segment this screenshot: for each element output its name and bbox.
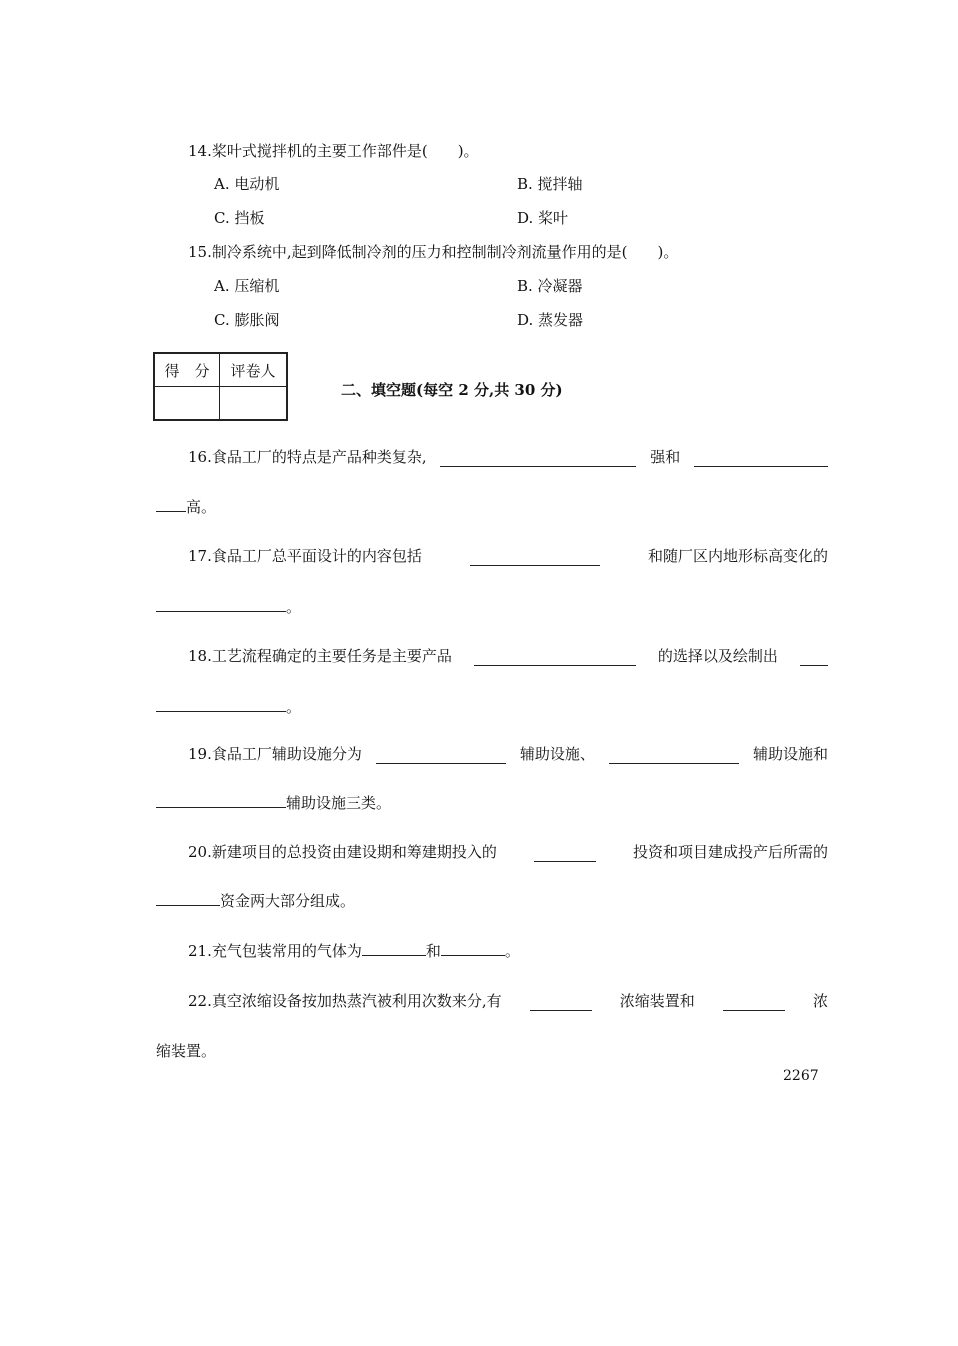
q22-text2: 浓缩装置和	[619, 992, 695, 1010]
q14-option-a: A. 电动机	[214, 175, 280, 193]
q17-text2: 和随厂区内地形标高变化的	[647, 547, 828, 565]
q18-blank3	[156, 697, 286, 712]
q17-blank2	[156, 597, 286, 612]
q16-text3: 高。	[186, 498, 217, 516]
q20-text3: 资金两大部分组成。	[220, 892, 356, 910]
q20-line1	[188, 842, 828, 862]
q18-text3: 。	[286, 698, 302, 716]
q21-blank2	[441, 941, 505, 956]
q22-line1	[188, 991, 828, 1011]
q15-option-a: A. 压缩机	[214, 277, 280, 295]
q19-text4: 辅助设施三类。	[286, 794, 392, 812]
q14-option-c: C. 挡板	[214, 209, 265, 227]
q16-blank2	[694, 452, 828, 467]
q16-blank1	[440, 452, 636, 467]
q21-line	[188, 941, 520, 961]
q22-text3: 浓	[812, 992, 828, 1010]
q14-option-d: D. 桨叶	[517, 209, 569, 227]
q16-line1	[188, 447, 828, 467]
q17-line1	[188, 546, 828, 566]
q21-blank1	[362, 941, 426, 956]
q19-line2	[156, 793, 391, 813]
q21-text2: 和	[425, 942, 441, 960]
q20-text1: 20.新建项目的总投资由建设期和筹建期投入的	[188, 843, 497, 861]
score-cell	[154, 387, 220, 421]
q16-text2: 强和	[650, 448, 681, 466]
q15-option-b: B. 冷凝器	[517, 277, 583, 295]
q20-blank1	[534, 847, 596, 862]
q22-line2: 缩装置。	[156, 1042, 217, 1060]
q14-stem: 14.桨叶式搅拌机的主要工作部件是( )。	[188, 142, 479, 160]
grader-header: 评卷人	[220, 353, 288, 387]
q16-text1: 16.食品工厂的特点是产品种类复杂,	[188, 448, 427, 466]
section-title: 二、填空题(每空 2 分,共 30 分)	[341, 381, 563, 399]
q15-option-c: C. 膨胀阀	[214, 311, 280, 329]
q20-line2	[156, 891, 355, 911]
q14-option-b: B. 搅拌轴	[517, 175, 583, 193]
q16-blank3	[156, 497, 186, 512]
grader-cell	[220, 387, 288, 421]
q19-blank1	[376, 749, 506, 764]
q21-text3: 。	[504, 942, 520, 960]
q18-blank1	[474, 651, 636, 666]
q17-line2	[156, 597, 301, 617]
q19-text2: 辅助设施、	[519, 745, 595, 763]
q18-line2	[156, 697, 301, 717]
q19-text3: 辅助设施和	[752, 745, 828, 763]
q17-text3: 。	[286, 598, 302, 616]
q18-line1	[188, 646, 828, 666]
q22-blank1	[530, 996, 592, 1011]
q21-text1: 21.充气包装常用的气体为	[188, 942, 362, 960]
q16-line2	[156, 497, 216, 517]
q19-text1: 19.食品工厂辅助设施分为	[188, 745, 362, 763]
q18-blank2	[800, 651, 828, 666]
q18-text2: 的选择以及绘制出	[657, 647, 778, 665]
q20-blank2	[156, 891, 220, 906]
q19-blank2	[609, 749, 739, 764]
q20-text2: 投资和项目建成投产后所需的	[632, 843, 828, 861]
q17-blank1	[470, 551, 600, 566]
q22-text1: 22.真空浓缩设备按加热蒸汽被利用次数来分,有	[188, 992, 502, 1010]
q19-line1	[188, 744, 828, 764]
q18-text1: 18.工艺流程确定的主要任务是主要产品	[188, 647, 452, 665]
score-header: 得 分	[154, 353, 220, 387]
q19-blank3	[156, 793, 286, 808]
page-number: 2267	[783, 1068, 819, 1084]
q22-blank2	[723, 996, 785, 1011]
q15-stem: 15.制冷系统中,起到降低制冷剂的压力和控制制冷剂流量作用的是( )。	[188, 243, 679, 261]
q15-option-d: D. 蒸发器	[517, 311, 584, 329]
score-table	[153, 352, 288, 421]
q17-text1: 17.食品工厂总平面设计的内容包括	[188, 547, 422, 565]
